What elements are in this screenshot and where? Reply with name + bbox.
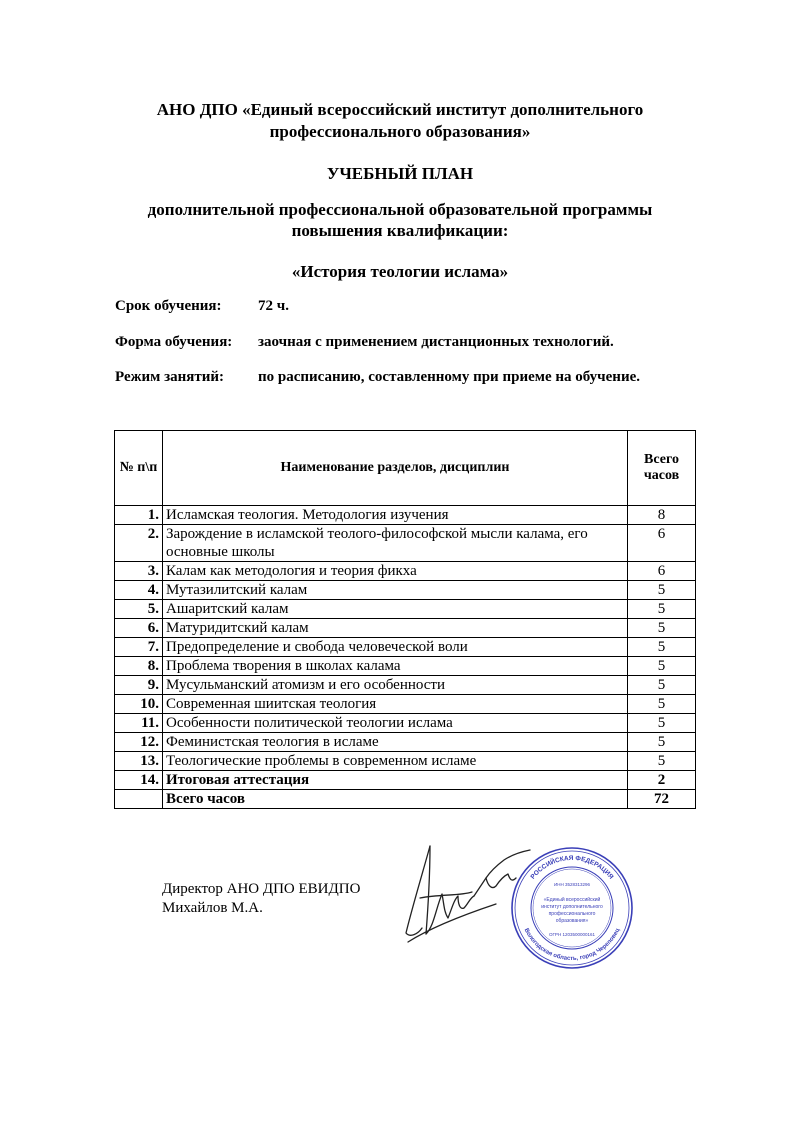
meta-form <box>115 334 614 351</box>
stamp-inn: ИНН 3528313296 <box>553 882 591 887</box>
header-name: Наименование разделов, дисциплин <box>163 431 628 506</box>
row-number: 5. <box>115 600 163 619</box>
row-name: Феминистская теология в исламе <box>163 733 628 752</box>
row-number: 9. <box>115 676 163 695</box>
total-label: Всего часов <box>163 790 628 809</box>
row-name: Современная шиитская теология <box>163 695 628 714</box>
meta-mode <box>115 369 640 386</box>
row-name: Предопределение и свобода человеческой воли <box>163 638 628 657</box>
total-row <box>115 790 696 809</box>
duration-value: 72 ч. <box>258 298 289 314</box>
row-hours: 5 <box>628 657 696 676</box>
row-hours: 6 <box>628 562 696 581</box>
organization-name <box>0 99 800 143</box>
stamp-center-line-3: профессионального <box>548 911 596 917</box>
row-number: 10. <box>115 695 163 714</box>
row-name: Особенности политической теологии ислама <box>163 714 628 733</box>
form-label: Форма обучения: <box>115 334 233 350</box>
row-name: Проблема творения в школах калама <box>163 657 628 676</box>
row-number: 1. <box>115 506 163 525</box>
curriculum-table <box>114 430 696 809</box>
row-hours: 6 <box>628 525 696 562</box>
mode-label: Режим занятий: <box>115 369 225 385</box>
row-number: 4. <box>115 581 163 600</box>
meta-duration <box>115 298 289 315</box>
row-hours: 5 <box>628 752 696 771</box>
table-row <box>115 714 696 733</box>
course-title: «История теологии ислама» <box>291 262 509 281</box>
signatory-block <box>162 880 360 918</box>
row-name: Зарождение в исламской теолого-философской мысли калама, его основные школы <box>163 525 628 562</box>
row-hours: 2 <box>628 771 696 790</box>
table-row <box>115 600 696 619</box>
table-row <box>115 771 696 790</box>
row-hours: 5 <box>628 581 696 600</box>
row-number: 14. <box>115 771 163 790</box>
document-title: УЧЕБНЫЙ ПЛАН <box>326 164 474 183</box>
org-line-1: АНО ДПО «Единый всероссийский институт дополнительного <box>156 100 644 119</box>
document-subtitle <box>0 199 800 241</box>
table-header-row <box>115 431 696 506</box>
row-number: 2. <box>115 525 163 562</box>
subtitle-line-1: дополнительной профессиональной образовательной программы <box>147 200 653 219</box>
mode-value: по расписанию, составленному при приеме на обучение. <box>258 369 640 385</box>
row-hours: 5 <box>628 638 696 657</box>
row-number: 7. <box>115 638 163 657</box>
table-row <box>115 525 696 562</box>
signatory-position: Директор АНО ДПО ЕВИДПО <box>162 881 361 897</box>
row-number: 3. <box>115 562 163 581</box>
duration-label: Срок обучения: <box>115 298 222 314</box>
org-line-2: профессионального образования» <box>269 122 531 141</box>
row-name: Матуридитский калам <box>163 619 628 638</box>
row-name: Итоговая аттестация <box>163 771 628 790</box>
stamp-center-line-2: институт дополнительного <box>541 904 603 910</box>
table-row <box>115 733 696 752</box>
row-number: 11. <box>115 714 163 733</box>
table-row <box>115 695 696 714</box>
table-row <box>115 657 696 676</box>
form-value: заочная с применением дистанционных технологий. <box>258 334 614 350</box>
total-number <box>115 790 163 809</box>
stamp-ogrn: ОГРН 1203500000161 <box>549 932 595 937</box>
row-name: Мутазилитский калам <box>163 581 628 600</box>
row-name: Теологические проблемы в современном исламе <box>163 752 628 771</box>
signatory-name: Михайлов М.А. <box>162 900 263 916</box>
stamp-seal-graphic <box>512 848 632 968</box>
row-hours: 5 <box>628 600 696 619</box>
row-name: Исламская теология. Методология изучения <box>163 506 628 525</box>
table-row <box>115 752 696 771</box>
subtitle-line-2: повышения квалификации: <box>291 221 509 240</box>
row-hours: 5 <box>628 714 696 733</box>
row-number: 12. <box>115 733 163 752</box>
table-row <box>115 562 696 581</box>
row-hours: 5 <box>628 733 696 752</box>
table-row <box>115 638 696 657</box>
table-row <box>115 581 696 600</box>
row-name: Мусульманский атомизм и его особенности <box>163 676 628 695</box>
stamp-center-line-4: образования» <box>555 918 589 924</box>
table-row <box>115 506 696 525</box>
row-name: Калам как методология и теория фикха <box>163 562 628 581</box>
row-number: 6. <box>115 619 163 638</box>
header-hours: Всего часов <box>628 431 696 506</box>
table-row <box>115 619 696 638</box>
stamp-bottom-text: Вологодская область, город Череповец <box>522 927 622 963</box>
row-hours: 8 <box>628 506 696 525</box>
header-number: № п\п <box>115 431 163 506</box>
row-hours: 5 <box>628 695 696 714</box>
row-number: 13. <box>115 752 163 771</box>
total-hours: 72 <box>628 790 696 809</box>
row-number: 8. <box>115 657 163 676</box>
table-row <box>115 676 696 695</box>
svg-text:РОССИЙСКАЯ ФЕДЕРАЦИЯ <box>530 855 615 881</box>
row-name: Ашаритский калам <box>163 600 628 619</box>
row-hours: 5 <box>628 619 696 638</box>
stamp-center-line-1: «Единый всероссийский <box>543 897 601 903</box>
stamp-outer-text: РОССИЙСКАЯ ФЕДЕРАЦИЯ <box>529 854 615 881</box>
official-stamp <box>510 846 634 970</box>
row-hours: 5 <box>628 676 696 695</box>
